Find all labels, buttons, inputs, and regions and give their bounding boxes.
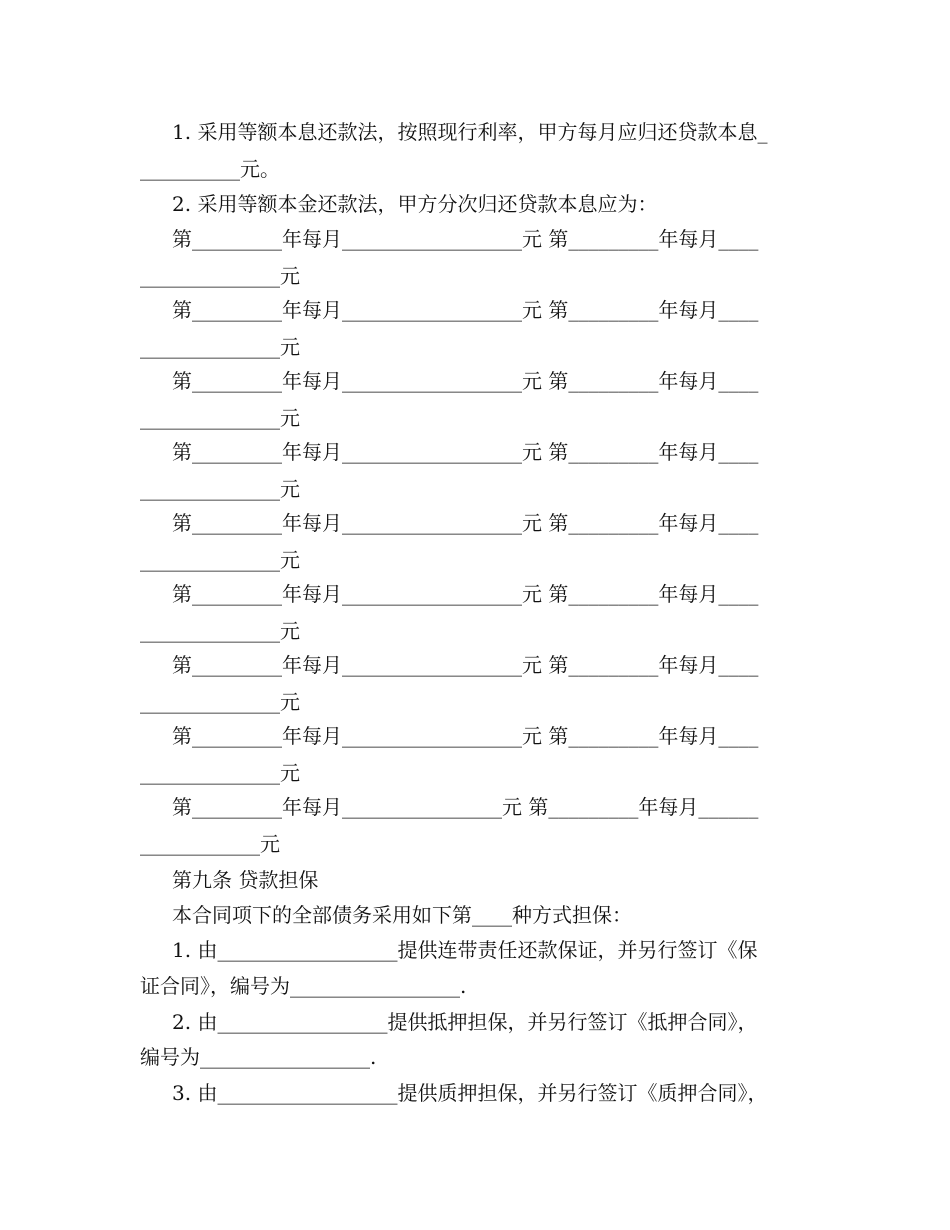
guarantee-intro: 本合同项下的全部债务采用如下第____种方式担保： [172, 903, 632, 927]
guarantee-item-2-line2: 编号为_________________. [140, 1045, 377, 1069]
schedule-row-2-line1: 第_________年每月__________________元 第_________年每月____ [172, 298, 759, 322]
schedule-row-7-line1: 第_________年每月__________________元 第_________年每月____ [172, 653, 759, 677]
para1-line1: 1. 采用等额本息还款法，按照现行利率，甲方每月应归还贷款本息_ [172, 120, 768, 144]
para1-line2: __________元。 [140, 157, 280, 181]
schedule-row-4-line2: ______________元 [140, 477, 300, 501]
schedule-row-9-line2: ____________元 [140, 832, 280, 856]
schedule-row-6-line2: ______________元 [140, 619, 300, 643]
schedule-row-2-line2: ______________元 [140, 335, 300, 359]
article-nine-title: 第九条 贷款担保 [172, 868, 319, 892]
schedule-row-7-line2: ______________元 [140, 690, 300, 714]
schedule-row-3-line2: ______________元 [140, 406, 300, 430]
schedule-row-4-line1: 第_________年每月__________________元 第_________年每月____ [172, 440, 759, 464]
schedule-row-3-line1: 第_________年每月__________________元 第_________年每月____ [172, 369, 759, 393]
schedule-row-8-line2: ______________元 [140, 761, 300, 785]
schedule-row-6-line1: 第_________年每月__________________元 第_________年每月____ [172, 582, 759, 606]
schedule-row-1-line1: 第_________年每月__________________元 第_________年每月____ [172, 227, 759, 251]
para2: 2. 采用等额本金还款法，甲方分次归还贷款本息应为： [172, 192, 658, 216]
schedule-row-1-line2: ______________元 [140, 264, 300, 288]
guarantee-item-1-line2: 证合同》，编号为_________________. [140, 974, 467, 998]
guarantee-item-1-line1: 1. 由__________________提供连带责任还款保证，并另行签订《保 [172, 938, 758, 962]
guarantee-item-2-line1: 2. 由_________________提供抵押担保，并另行签订《抵押合同》， [172, 1010, 758, 1034]
schedule-row-5-line2: ______________元 [140, 548, 300, 572]
schedule-row-5-line1: 第_________年每月__________________元 第_________年每月____ [172, 511, 759, 535]
schedule-row-9-line1: 第_________年每月________________元 第_________年每月______ [172, 795, 759, 819]
guarantee-item-3-line1: 3. 由__________________提供质押担保，并另行签订《质押合同》， [172, 1081, 768, 1105]
schedule-row-8-line1: 第_________年每月__________________元 第_________年每月____ [172, 724, 759, 748]
